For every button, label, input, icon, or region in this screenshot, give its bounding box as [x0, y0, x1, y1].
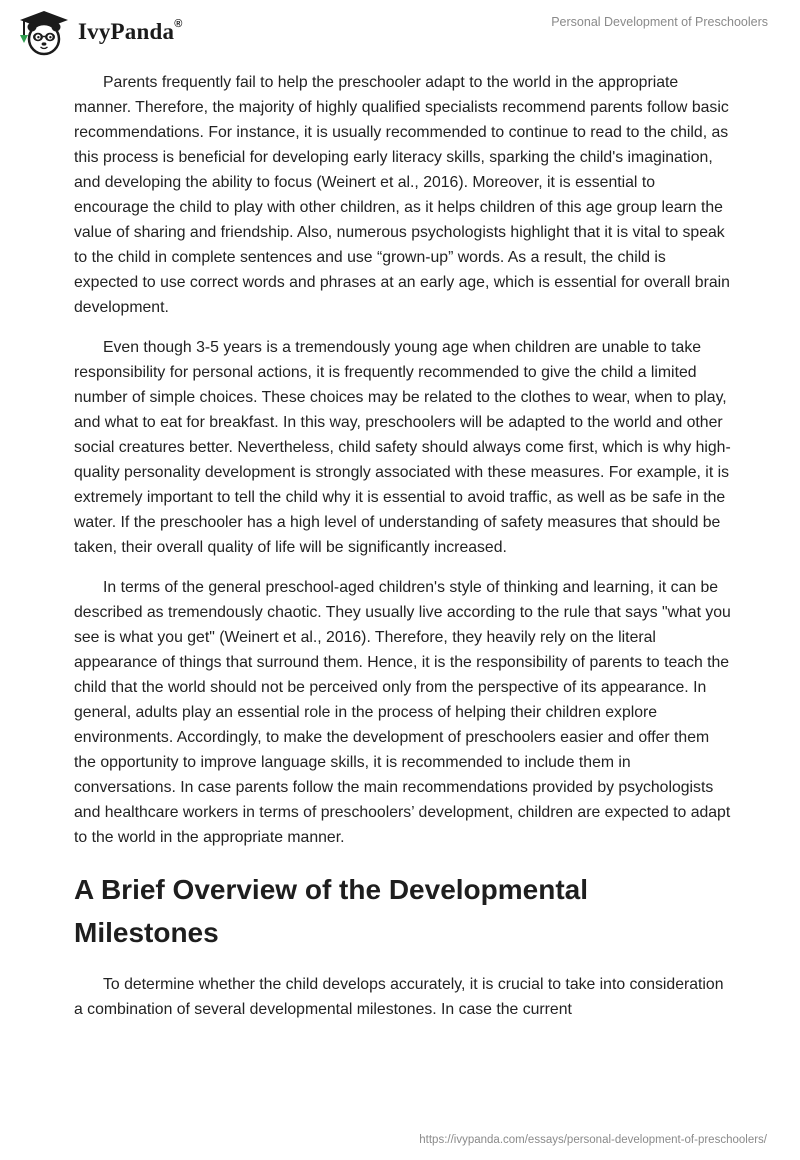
document-title: Personal Development of Preschoolers [551, 15, 768, 29]
logo-wordmark [78, 19, 183, 45]
registered-mark: ® [174, 18, 183, 31]
paragraph-1: Parents frequently fail to help the preschooler adapt to the world in the appropriate manner. Therefore, the majority of highly qualified specialists recommend parents follow basic recommendations. For instance, it is usually recommended to continue to read to the child, as this process is beneficial for developing early literacy skills, sparking the child's imagination, and developing the ability to focus (Weinert et al., 2016). Moreover, it is essential to encourage the child to play with other children, as it helps children of this age group learn the value of sharing and friendship. Also, numerous psychologists highlight that it is vital to speak to the child in complete sentences and use “grown-up” words. As a result, the child is expected to use correct words and phrases at an early age, which is essential for overall brain development. [74, 74, 730, 316]
paragraph-3: In terms of the general preschool-aged children's style of thinking and learning, it can be described as tremendously chaotic. They usually live according to the rule that says "what you see is what you get" (Weinert et al., 2016). Therefore, they heavily rely on the literal appearance of things that surround them. Hence, it is the responsibility of parents to teach the child that the world should not be perceived only from the perspective of its appearance. In general, adults play an essential role in the process of helping their children explore environments. Accordingly, to make the development of preschoolers easier and offer them the opportunity to improve language skills, it is recommended to include them in conversations. In case parents follow the main recommendations provided by psychologists and healthcare workers in terms of preschoolers’ development, children are expected to adapt to the world in the appropriate manner. [74, 579, 731, 846]
paragraph-4: To determine whether the child develops accurately, it is crucial to take into consideration a combination of several developmental milestones. In case the current [74, 976, 724, 1018]
panda-graduate-icon [14, 8, 70, 56]
ivypanda-logo[interactable] [14, 8, 183, 56]
paragraph-2: Even though 3-5 years is a tremendously young age when children are unable to take responsibility for personal actions, it is frequently recommended to give the child a limited number of simple choices. These choices may be related to the clothes to wear, when to play, and what to eat for breakfast. In this way, preschoolers will be adapted to the world and other social creatures better. Nevertheless, child safety should always come first, which is why high-quality personality development is strongly associated with these measures. For example, it is extremely important to tell the child why it is essential to avoid traffic, as well as be safe in the water. If the preschooler has a high level of understanding of safety measures that should be taken, their overall quality of life will be significantly increased. [74, 339, 731, 556]
logo-text: IvyPanda [78, 19, 175, 44]
footer-url[interactable]: https://ivypanda.com/essays/personal-development-of-preschoolers/ [419, 1134, 767, 1146]
essay-content [74, 70, 734, 1037]
section-heading: A Brief Overview of the Developmental Milestones [74, 874, 588, 948]
page-header [0, 0, 800, 64]
